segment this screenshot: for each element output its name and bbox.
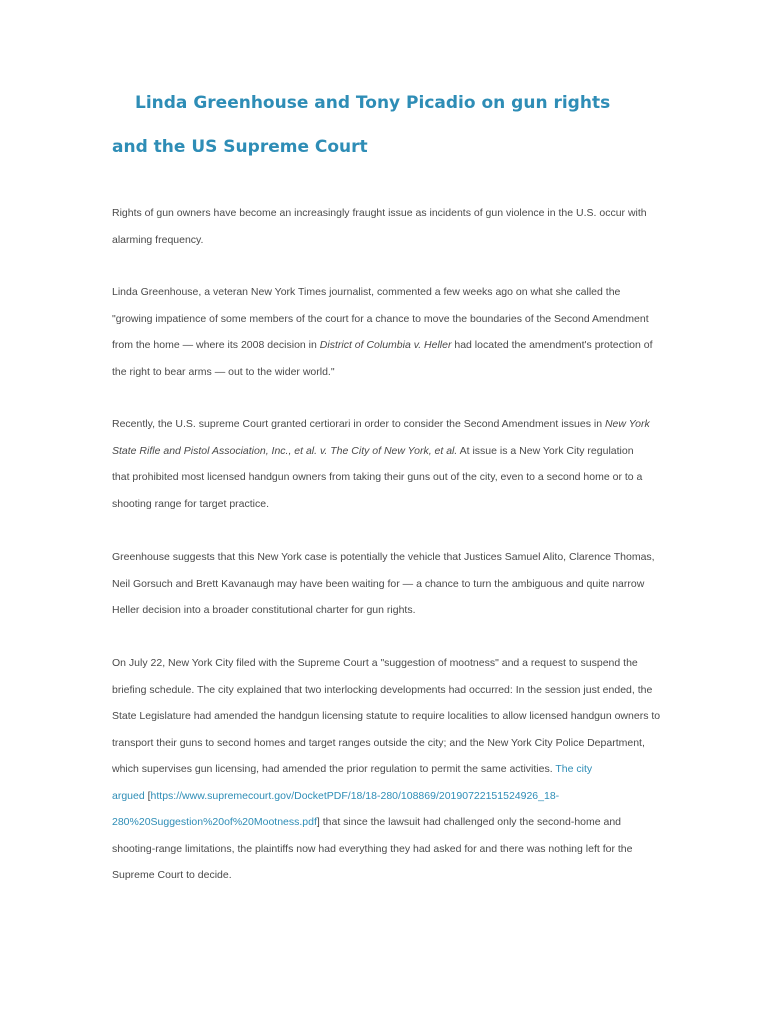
paragraph-line: Heller decision into a broader constitutional charter for gun rights. xyxy=(112,604,416,616)
case-name-heller: District of Columbia v. Heller xyxy=(319,339,452,351)
text-run: had located the amendment's protection of xyxy=(451,339,653,351)
case-name-part: New York xyxy=(604,418,650,430)
suggestion-of-mootness-url-link[interactable]: 280%20Suggestion%20of%20Mootness.pdf xyxy=(112,816,317,828)
paragraph-1 xyxy=(112,200,672,253)
paragraph-4 xyxy=(112,544,672,624)
text-run: Recently, the U.S. supreme Court granted certiorari in order to consider the Second Amendment issues in xyxy=(112,418,605,430)
text-run: ] that since the lawsuit had challenged only the second-home and xyxy=(316,816,622,828)
paragraph-5 xyxy=(112,650,672,889)
paragraph-line: shooting-range limitations, the plaintiffs now had everything they had asked for and there was nothing left for the xyxy=(112,842,633,855)
paragraph-line: Rights of gun owners have become an increasingly fraught issue as incidents of gun violence in the U.S. occur with xyxy=(112,207,647,219)
paragraph-line xyxy=(112,332,672,359)
paragraph-line xyxy=(112,783,672,810)
case-name-part: State Rifle and Pistol Association, Inc., et al. v. The City of New York, et al. xyxy=(112,444,458,457)
paragraph-line xyxy=(112,809,672,836)
text-run: [ xyxy=(144,789,151,802)
paragraph-3 xyxy=(112,411,672,517)
paragraph-line: On July 22, New York City filed with the Supreme Court a "suggestion of mootness" and a request to suspend the xyxy=(112,657,638,669)
paragraph-line: the right to bear arms — out to the wider world." xyxy=(112,365,335,378)
paragraph-line xyxy=(112,756,672,783)
text-run: from the home — where its 2008 decision in xyxy=(112,339,320,351)
text-run: which supervises gun licensing, had amended the prior regulation to permit the same activities. xyxy=(112,763,556,775)
paragraph-line: briefing schedule. The city explained that two interlocking developments had occurred: In the session just ended, the xyxy=(112,683,653,696)
paragraph-line: State Legislature had amended the handgun licensing statute to require localities to allow licensed handgun owners to xyxy=(112,710,661,722)
the-city-argued-link[interactable]: The city xyxy=(555,763,593,775)
paragraph-line: "growing impatience of some members of the court for a chance to move the boundaries of the Second Amendment xyxy=(112,312,649,325)
paragraph-line: shooting range for target practice. xyxy=(112,497,270,510)
suggestion-of-mootness-url-link[interactable]: https://www.supremecourt.gov/DocketPDF/18/18-280/108869/20190722151524926_18- xyxy=(150,789,560,802)
paragraph-line: transport their guns to second homes and target ranges outside the city; and the New York City Police Department, xyxy=(112,736,645,749)
paragraph-2 xyxy=(112,279,672,385)
paragraph-line xyxy=(112,438,672,465)
paragraph-line: Neil Gorsuch and Brett Kavanaugh may have been waiting for — a chance to turn the ambiguous and quite narrow xyxy=(112,577,645,590)
paragraph-line: alarming frequency. xyxy=(112,233,204,246)
paragraph-line: Linda Greenhouse, a veteran New York Times journalist, commented a few weeks ago on what she called the xyxy=(112,286,621,298)
the-city-argued-link[interactable]: argued xyxy=(112,789,145,802)
text-run: At issue is a New York City regulation xyxy=(457,444,634,457)
paragraph-line: Supreme Court to decide. xyxy=(112,869,232,881)
paragraph-line: Greenhouse suggests that this New York case is potentially the vehicle that Justices Samuel Alito, Clarence Thomas, xyxy=(112,551,655,563)
paragraph-line: that prohibited most licensed handgun owners from taking their guns out of the city, even to a second home or to a xyxy=(112,471,643,483)
title-line-1: Linda Greenhouse and Tony Picadio on gun rights xyxy=(135,93,611,113)
paragraph-line xyxy=(112,411,672,438)
title-line-2: and the US Supreme Court xyxy=(112,137,368,157)
